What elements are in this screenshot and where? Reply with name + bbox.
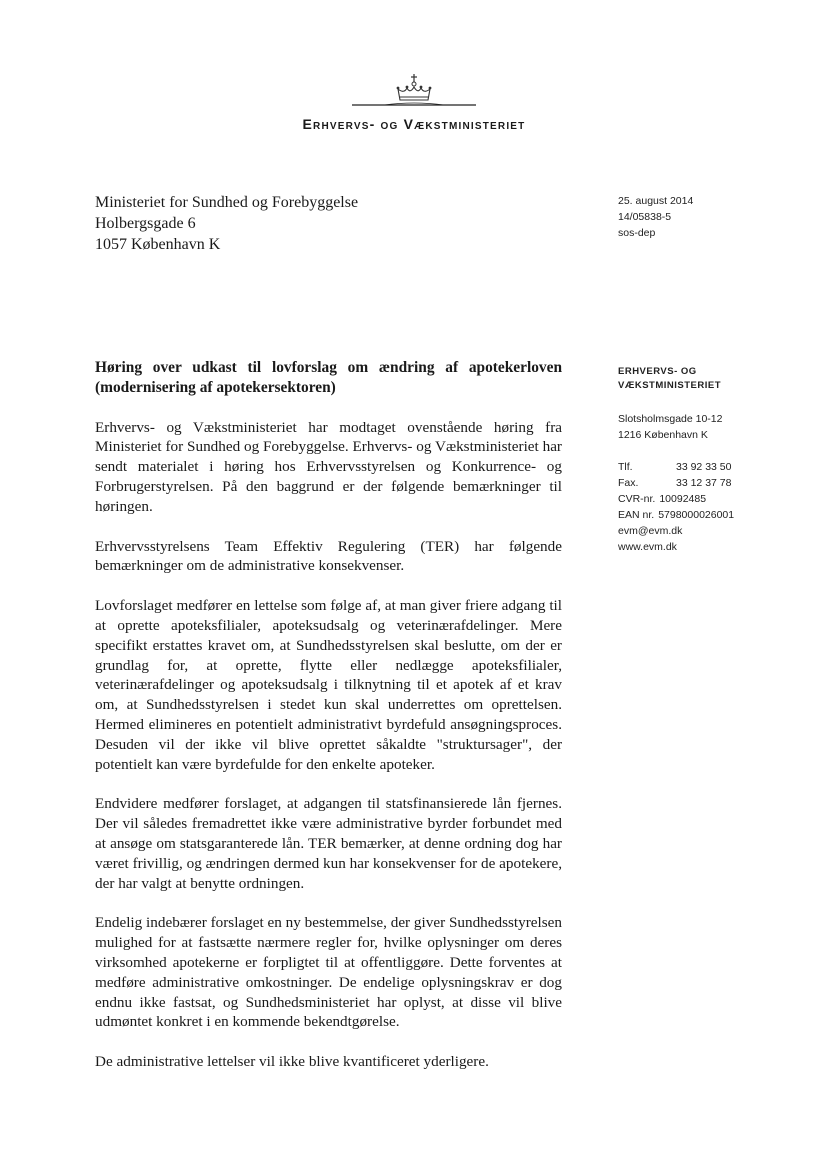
sender-address xyxy=(618,411,734,443)
letter-paragraph-4: Endvidere medfører forslaget, at adgangen til statsfinansierede lån fjernes. Der vil således fremadrettet ikke være administrative byrder forbundet med at ansøge om statsgaranterede lån. TER bemærker, at denne ordning dog har været frivillig, og ændringen dermed kun har konsekvenser for de apotekere, der har valgt at benytte ordningen. xyxy=(95,795,562,892)
letter-paragraph-3: Lovforslaget medfører en lettelse som følge af, at man giver friere adgang til at oprette apoteksfilialer, apoteksudsalg og veterinærafdelinger. Mere specifikt erstattes kravet om, at Sundhedsstyrelsen skal beslutte, om der er grundlag for, at oprette, flytte eller nedlægge apoteksfilialer, veterinærafdelinger og apoteksudsalg i tilknytning til et apotek af et krav om, at Sundhedsstyrelsen i stedet kun skal underrettes om oprettelsen. Hermed elimineres en potentielt administrativt byrdefuld ansøgningsproces. Desuden vil der ikke vil blive oprettet såkaldte "struktursager", der potentielt kan være byrdefulde for den enkelte apoteker. xyxy=(95,597,562,773)
contact-row-fax: Fax. 33 12 37 78 xyxy=(618,477,732,489)
letter-paragraph-6: De administrative lettelser vil ikke blive kvantificeret yderligere. xyxy=(95,1053,489,1071)
letter-meta xyxy=(618,193,693,241)
case-number: 14/05838-5 xyxy=(618,211,672,223)
sender-contacts xyxy=(618,459,734,555)
sender-initials: sos-dep xyxy=(618,227,656,239)
contact-row-cvr: CVR-nr. 10092485 xyxy=(618,493,707,505)
ministry-name: Erhvervs- og Vækstministeriet xyxy=(302,116,526,132)
sender-email[interactable]: evm@evm.dk xyxy=(618,525,683,537)
letter-paragraph-5: Endelig indebærer forslaget en ny bestemmelse, der giver Sundhedsstyrelsen mulighed for at fastsætte nærmere regler for, hvilke oplysninger om deres virksomhed apotekerne er forpligtet til at offentliggøre. Dette forventes at medføre administrative omkostninger. De endelige oplysningskrav er dog endnu ikke fastsat, og Sundhedsministeriet har oplyst, at disse vil blive udmøntet konkret i en kommende bekendtgørelse. xyxy=(95,914,562,1031)
recipient-address xyxy=(95,192,358,255)
letter-body xyxy=(95,358,562,1092)
sender-sidebar xyxy=(618,365,734,555)
sender-org xyxy=(618,365,734,393)
letter-date: 25. august 2014 xyxy=(618,195,694,207)
sender-city: 1216 København K xyxy=(618,429,708,441)
recipient-city: 1057 København K xyxy=(95,236,221,253)
sender-website[interactable]: www.evm.dk xyxy=(618,541,677,553)
recipient-name: Ministeriet for Sundhed og Forebyggelse xyxy=(95,194,359,211)
letterhead xyxy=(0,70,828,132)
recipient-street: Holbergsgade 6 xyxy=(95,215,196,232)
crown-icon xyxy=(324,70,504,112)
sender-org-line2: VÆKSTMINISTERIET xyxy=(618,380,722,391)
letter-paragraph-2: Erhvervsstyrelsens Team Effektiv Regulering (TER) har følgende bemærkninger om de administrative konsekvenser. xyxy=(95,537,562,575)
sender-street: Slotsholmsgade 10-12 xyxy=(618,413,723,425)
letter-subject: Høring over udkast til lovforslag om ændring af apotekerloven (modernisering af apotekersektoren) xyxy=(95,359,562,396)
contact-row-phone: Tlf. 33 92 33 50 xyxy=(618,461,732,473)
contact-row-ean: EAN nr. 5798000026001 xyxy=(618,509,735,521)
letter-paragraph-1: Erhvervs- og Vækstministeriet har modtaget ovenstående høring fra Ministeriet for Sundhed og Forebyggelse. Erhvervs- og Vækstministeriet har sendt materialet i høring hos Erhvervsstyrelsen og Konkurrence- og Forbrugerstyrelsen. På den baggrund er der følgende bemærkninger til høringen. xyxy=(95,418,562,515)
sender-org-line1: ERHVERVS- OG xyxy=(618,366,697,377)
